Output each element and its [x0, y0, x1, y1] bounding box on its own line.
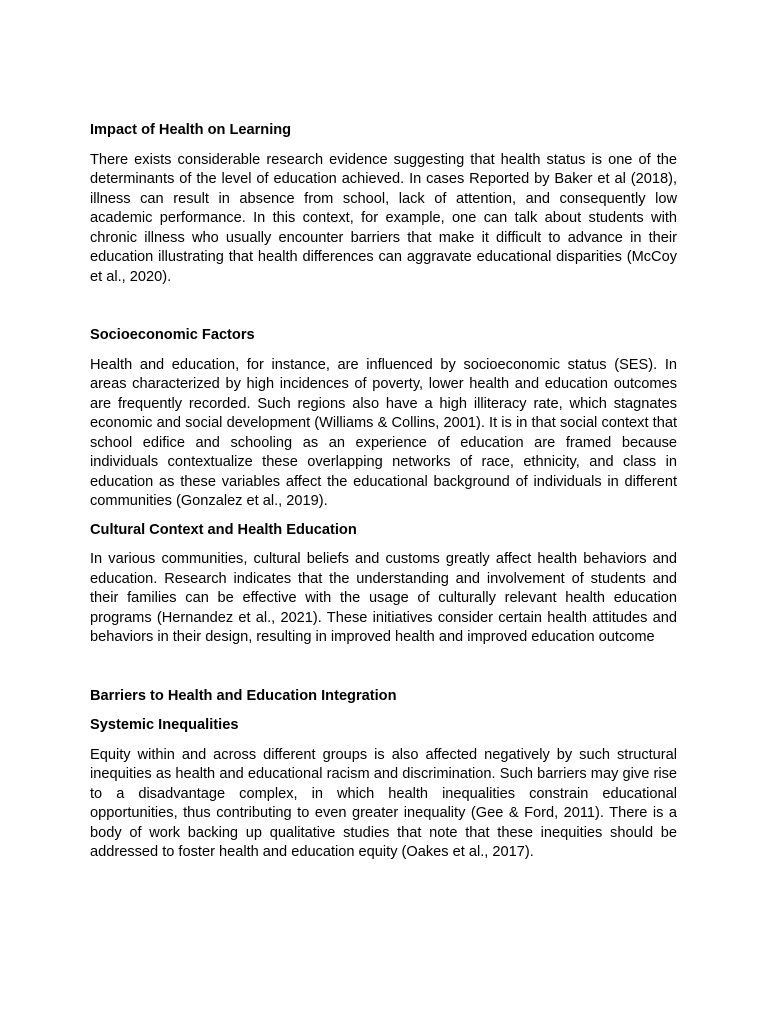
document-page — [90, 121, 677, 863]
section-body-cultural-context: In various communities, cultural beliefs and customs greatly affect health behaviors and education. Research indicates that the understanding and involvement of students and their families can be effective with the usage of culturally relevant health education programs (Hernandez et al., 2021). These initiatives consider certain health attitudes and behaviors in their design, resulting in improved health and improved education outcome — [90, 551, 677, 645]
section-body-systemic-inequalities: Equity within and across different groups is also affected negatively by such structural inequities as health and educational racism and discrimination. Such barriers may give rise to a disadvantage complex, in which health inequalities constrain educational opportunities, thus contributing to even greater inequality (Gee & Ford, 2011). There is a body of work backing up qualitative studies that note that these inequities should be addressed to foster health and education equity (Oakes et al., 2017). — [90, 746, 677, 860]
section-heading-impact-of-health: Impact of Health on Learning — [90, 122, 292, 138]
section-heading-socioeconomic-factors: Socioeconomic Factors — [90, 327, 255, 343]
section-body-socioeconomic-factors: Health and education, for instance, are influenced by socioeconomic status (SES). In areas characterized by high incidences of poverty, lower health and education outcomes are frequently recorded. Such regions also have a high illiteracy rate, which stagnates economic and social development (Williams & Collins, 2001). It is in that social context that school edifice and schooling as an experience of education are framed because individuals contextualize these overlapping networks of race, ethnicity, and class in education as these variables affect the educational background of individuals in different communities (Gonzalez et al., 2019). — [90, 356, 677, 509]
section-heading-systemic-inequalities: Systemic Inequalities — [90, 717, 239, 733]
section-heading-barriers: Barriers to Health and Education Integration — [90, 687, 397, 704]
section-body-impact-of-health: There exists considerable research evidence suggesting that health status is one of the determinants of the level of education achieved. In cases Reported by Baker et al (2018), illness can result in absence from school, lack of attention, and consequently low academic performance. In this context, for example, one can talk about students with chronic illness who usually encounter barriers that make it difficult to advance in their education illustrating that health differences can aggravate educational disparities (McCoy et al., 2020). — [90, 151, 677, 285]
section-heading-cultural-context: Cultural Context and Health Education — [90, 521, 357, 538]
